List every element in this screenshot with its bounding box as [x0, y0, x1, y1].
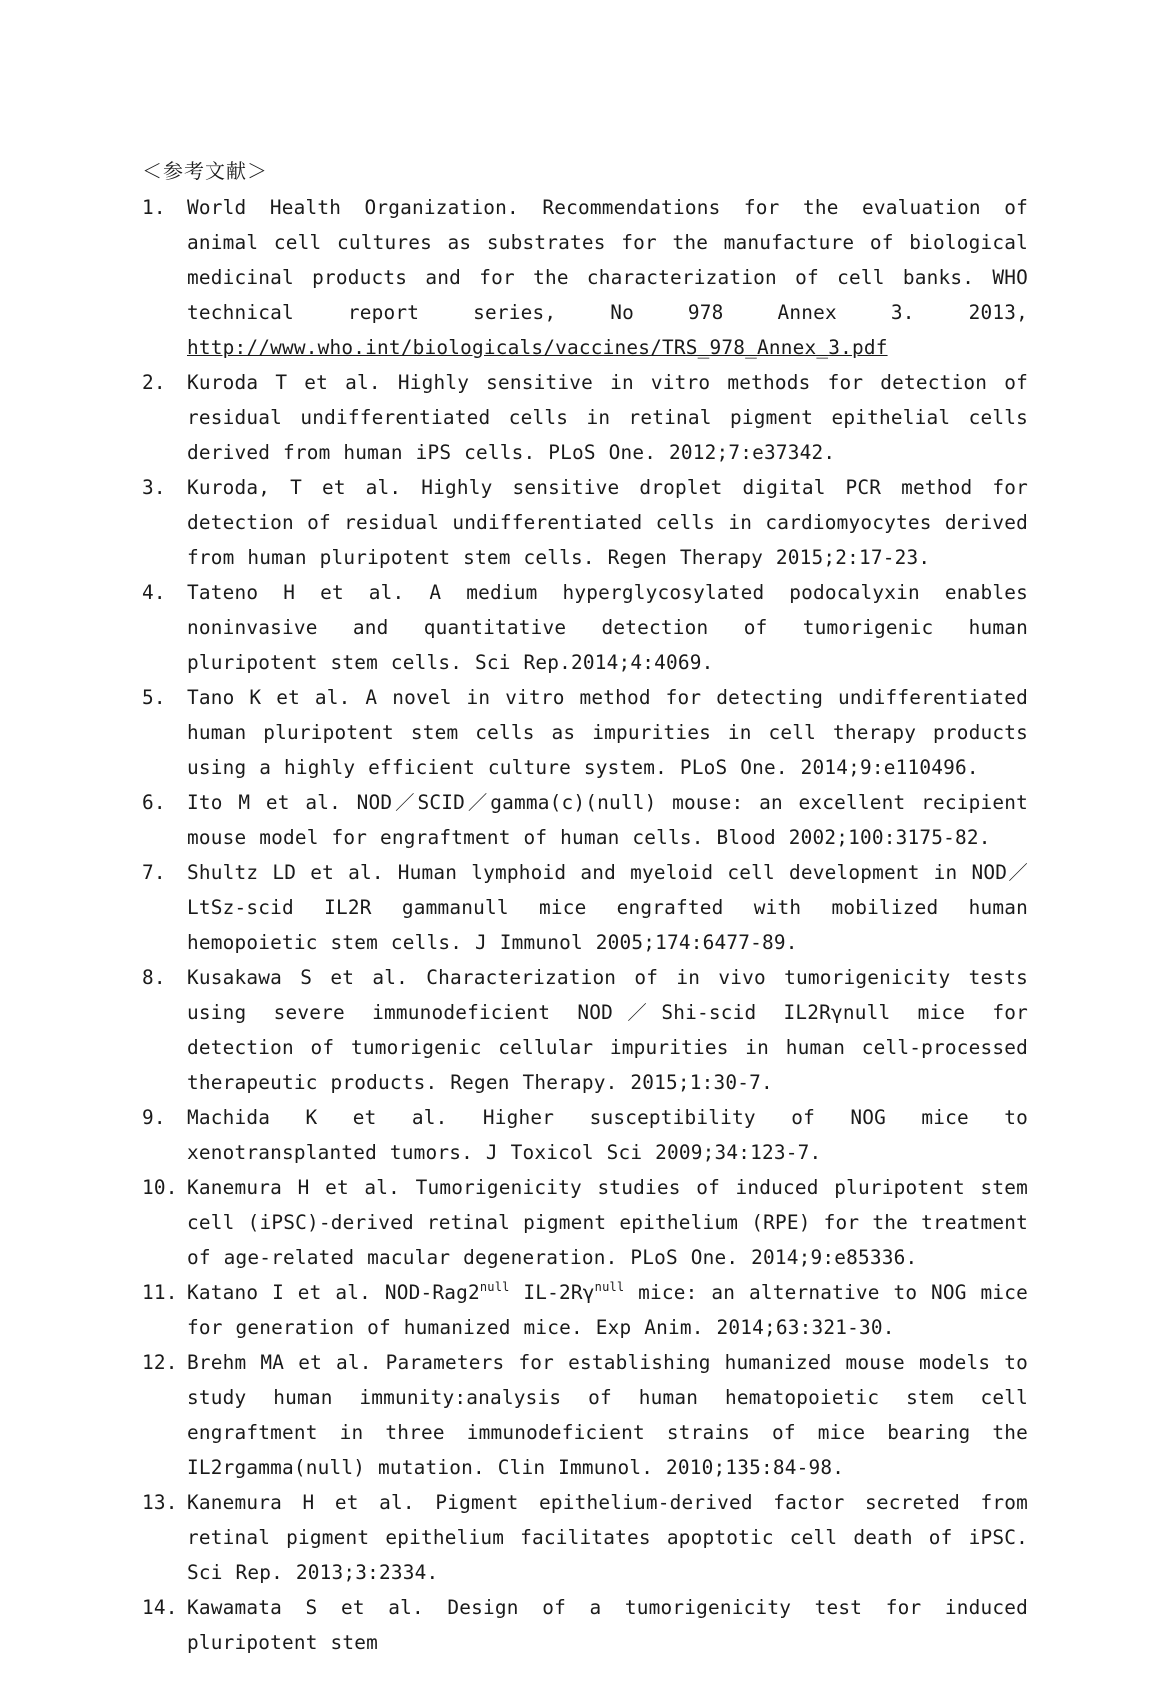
- reference-item: [142, 1170, 1028, 1275]
- reference-text: [187, 1275, 1028, 1345]
- reference-text: Kusakawa S et al. Characterization of in vivo tumorigenicity tests using severe immunodeficient NOD／Shi-scid IL2Rγnull mice for detection of tumorigenic cellular impurities in human cell-processed therapeutic products. Regen Therapy. 2015;1:30-7.: [187, 966, 1028, 1094]
- reference-item: [142, 1345, 1028, 1485]
- reference-number: 4.: [142, 581, 166, 604]
- reference-item: [142, 855, 1028, 960]
- reference-list: [142, 190, 1028, 1660]
- reference-item: [142, 1275, 1028, 1345]
- reference-item: [142, 785, 1028, 855]
- reference-text: Ito M et al. NOD／SCID／gamma(c)(null) mouse: an excellent recipient mouse model for engraftment of human cells. Blood 2002;100:3175-82.: [187, 791, 1028, 849]
- superscript-null: null: [479, 1280, 510, 1294]
- reference-item: [142, 190, 1028, 365]
- reference-text: Tano K et al. A novel in vitro method for detecting undifferentiated human pluripotent stem cells as impurities in cell therapy products using a highly efficient culture system. PLoS One. 2014;9:e110496.: [187, 686, 1028, 779]
- reference-text: Tateno H et al. A medium hyperglycosylated podocalyxin enables noninvasive and quantitative detection of tumorigenic human pluripotent stem cells. Sci Rep.2014;4:4069.: [187, 581, 1028, 674]
- reference-text-part: Katano I et al. NOD-Rag2: [187, 1281, 480, 1304]
- reference-item: [142, 575, 1028, 680]
- reference-number: 6.: [142, 791, 166, 814]
- reference-number: 2.: [142, 371, 166, 394]
- reference-number: 13.: [142, 1491, 178, 1514]
- reference-text: Machida K et al. Higher susceptibility of NOG mice to xenotransplanted tumors. J Toxicol Sci 2009;34:123-7.: [187, 1106, 1028, 1164]
- reference-number: 10.: [142, 1176, 178, 1199]
- reference-item: [142, 1590, 1028, 1660]
- superscript-null: null: [594, 1280, 625, 1294]
- reference-number: 12.: [142, 1351, 178, 1374]
- reference-number: 8.: [142, 966, 166, 989]
- reference-number: 11.: [142, 1281, 178, 1304]
- reference-number: 7.: [142, 861, 166, 884]
- reference-number: 1.: [142, 196, 166, 219]
- reference-item: [142, 1100, 1028, 1170]
- reference-text: Kanemura H et al. Tumorigenicity studies of induced pluripotent stem cell (iPSC)-derived retinal pigment epithelium (RPE) for the treatment of age-related macular degeneration. PLoS One. 2014;9:e85336.: [187, 1176, 1028, 1269]
- reference-text-part: mice: an alternative to NOG mice for generation of humanized mice. Exp Anim. 2014;63:321-30.: [187, 1281, 1028, 1339]
- reference-citation: World Health Organization. Recommendations for the evaluation of animal cell cultures as substrates for the manufacture of biological medicinal products and for the characterization of cell banks. WHO technical report series, No 978 Annex 3. 2013,: [187, 196, 1028, 324]
- reference-text: Brehm MA et al. Parameters for establishing humanized mouse models to study human immunity:analysis of human hematopoietic stem cell engraftment in three immunodeficient strains of mice bearing the IL2rgamma(null) mutation. Clin Immunol. 2010;135:84-98.: [187, 1351, 1028, 1479]
- reference-item: [142, 680, 1028, 785]
- reference-text: Shultz LD et al. Human lymphoid and myeloid cell development in NOD／LtSz-scid IL2R gammanull mice engrafted with mobilized human hemopoietic stem cells. J Immunol 2005;174:6477-89.: [187, 861, 1028, 954]
- reference-text: Kuroda, T et al. Highly sensitive droplet digital PCR method for detection of residual undifferentiated cells in cardiomyocytes derived from human pluripotent stem cells. Regen Therapy 2015;2:17-23.: [187, 476, 1028, 569]
- reference-item: [142, 470, 1028, 575]
- reference-text: Kawamata S et al. Design of a tumorigenicity test for induced pluripotent stem: [187, 1596, 1028, 1654]
- reference-text: Kanemura H et al. Pigment epithelium-derived factor secreted from retinal pigment epithelium facilitates apoptotic cell death of iPSC. Sci Rep. 2013;3:2334.: [187, 1491, 1028, 1584]
- reference-number: 3.: [142, 476, 166, 499]
- reference-text: Kuroda T et al. Highly sensitive in vitro methods for detection of residual undifferentiated cells in retinal pigment epithelial cells derived from human iPS cells. PLoS One. 2012;7:e37342.: [187, 371, 1028, 464]
- reference-item: [142, 365, 1028, 470]
- reference-text: [187, 190, 1028, 365]
- reference-number: 5.: [142, 686, 166, 709]
- reference-text-part: IL-2Rγ: [509, 1281, 595, 1304]
- reference-link[interactable]: http://www.who.int/biologicals/vaccines/TRS_978_Annex_3.pdf: [187, 336, 888, 359]
- section-heading: ＜参考文献＞: [142, 159, 268, 183]
- reference-item: [142, 1485, 1028, 1590]
- reference-number: 9.: [142, 1106, 166, 1129]
- reference-number: 14.: [142, 1596, 178, 1619]
- reference-item: [142, 960, 1028, 1100]
